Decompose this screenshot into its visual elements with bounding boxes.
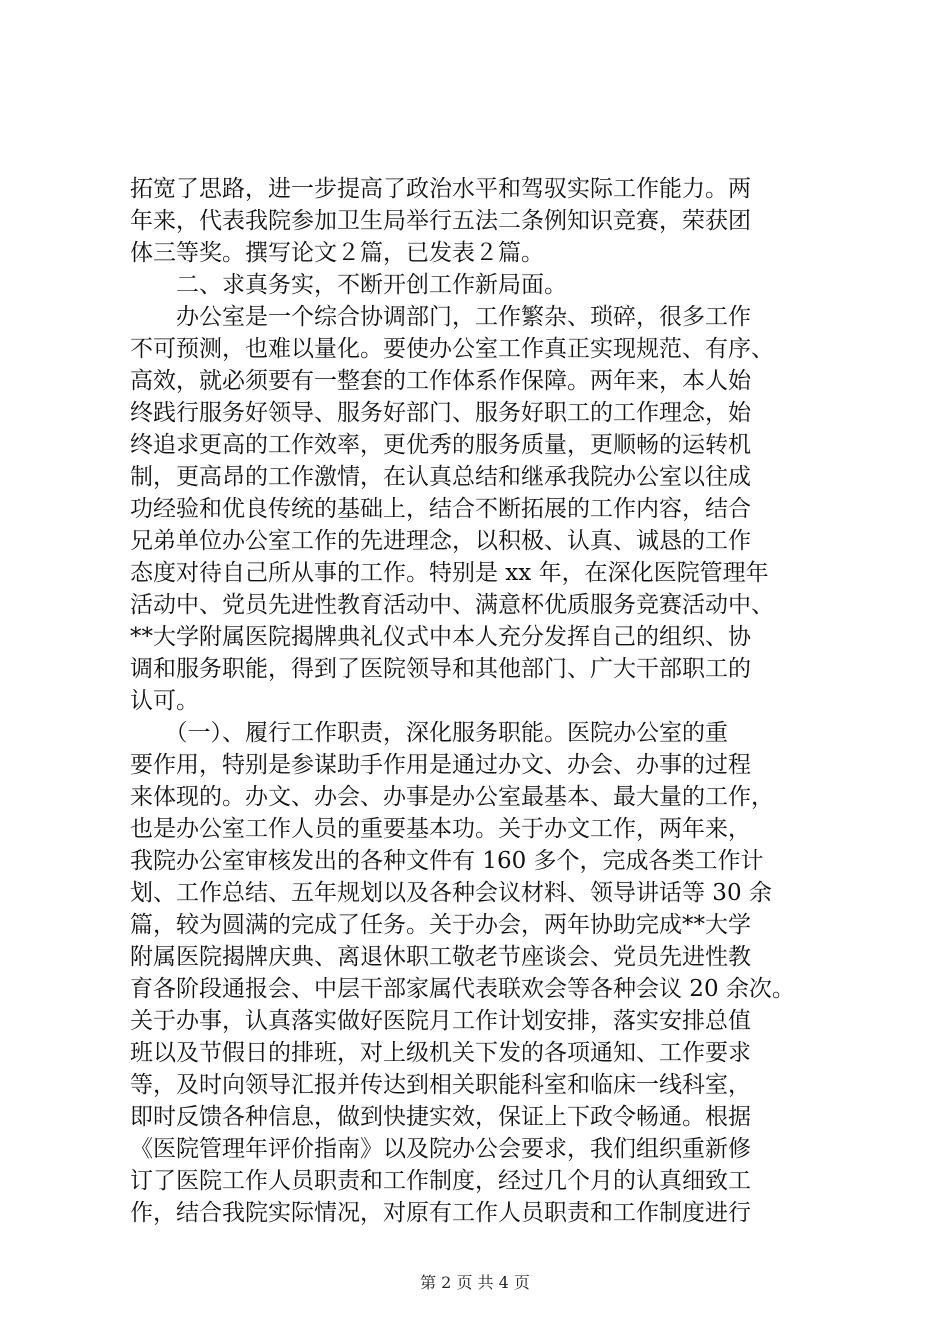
- text-line: 班以及节假日的排班，对上级机关下发的各项通知、工作要求: [130, 1040, 751, 1066]
- text-line: 终践行服务好领导、服务好部门、服务好职工的工作理念，始: [130, 400, 751, 426]
- text-line: 办公室是一个综合协调部门，工作繁杂、琐碎，很多工作: [130, 304, 751, 330]
- document-body: [130, 173, 830, 1229]
- text-line: 体三等奖。撰写论文２篇，已发表２篇。: [130, 240, 544, 266]
- text-line: 篇，较为圆满的完成了任务。关于办会，两年协助完成**大学: [130, 912, 751, 938]
- text-line: 也是办公室工作人员的重要基本功。关于办文工作，两年来，: [130, 816, 751, 842]
- text-line: 年来，代表我院参加卫生局举行五法二条例知识竞赛，荣获团: [130, 208, 751, 234]
- text-line: 调和服务职能，得到了医院领导和其他部门、广大干部职工的: [130, 656, 751, 682]
- text-line: 《医院管理年评价指南》以及院办公会要求，我们组织重新修: [130, 1136, 751, 1162]
- text-line: **大学附属医院揭牌典礼仪式中本人充分发挥自己的组织、协: [130, 624, 751, 650]
- text-line: 高效，就必须要有一整套的工作体系作保障。两年来，本人始: [130, 368, 751, 394]
- text-line: 即时反馈各种信息，做到快捷实效，保证上下政令畅通。根据: [130, 1104, 751, 1130]
- text-line: 要作用，特别是参谋助手作用是通过办文、办会、办事的过程: [130, 752, 751, 778]
- text-line: 兄弟单位办公室工作的先进理念，以积极、认真、诚恳的工作: [130, 528, 751, 554]
- text-line: 划、工作总结、五年规划以及各种会议材料、领导讲话等 30 余: [130, 880, 772, 906]
- text-line: 功经验和优良传统的基础上，结合不断拓展的工作内容，结合: [130, 496, 751, 522]
- page-number-footer: 第 2 页 共 4 页: [420, 1273, 530, 1292]
- subsection-heading: （一）、履行工作职责，深化服务职能。医院办公室的重: [130, 720, 728, 746]
- text-line: 制，更高昂的工作激情，在认真总结和继承我院办公室以往成: [130, 464, 751, 490]
- text-line: 态度对待自己所从事的工作。特别是 xx 年，在深化医院管理年: [130, 560, 769, 586]
- text-line: 终追求更高的工作效率，更优秀的服务质量，更顺畅的运转机: [130, 432, 751, 458]
- text-line: 附属医院揭牌庆典、离退休职工敬老节座谈会、党员先进性教: [130, 944, 751, 970]
- text-line: 认可。: [130, 688, 199, 714]
- text-line: 不可预测，也难以量化。要使办公室工作真正实现规范、有序、: [130, 336, 774, 362]
- text-line: 拓宽了思路，进一步提高了政治水平和驾驭实际工作能力。两: [130, 176, 751, 202]
- text-line: 作，结合我院实际情况，对原有工作人员职责和工作制度进行: [130, 1200, 751, 1226]
- text-line: 我院办公室审核发出的各种文件有 160 多个，完成各类工作计: [130, 848, 764, 874]
- text-line: 来体现的。办文、办会、办事是办公室最基本、最大量的工作，: [130, 784, 774, 810]
- text-line: 关于办事，认真落实做好医院月工作计划安排，落实安排总值: [130, 1008, 751, 1034]
- section-heading: 二、求真务实，不断开创工作新局面。: [130, 272, 567, 298]
- text-line: 等，及时向领导汇报并传达到相关职能科室和临床一线科室，: [130, 1072, 751, 1098]
- text-line: 育各阶段通报会、中层干部家属代表联欢会等各种会议 20 余次。: [130, 976, 795, 1002]
- text-line: 订了医院工作人员职责和工作制度，经过几个月的认真细致工: [130, 1168, 751, 1194]
- text-line: 活动中、党员先进性教育活动中、满意杯优质服务竞赛活动中、: [130, 592, 774, 618]
